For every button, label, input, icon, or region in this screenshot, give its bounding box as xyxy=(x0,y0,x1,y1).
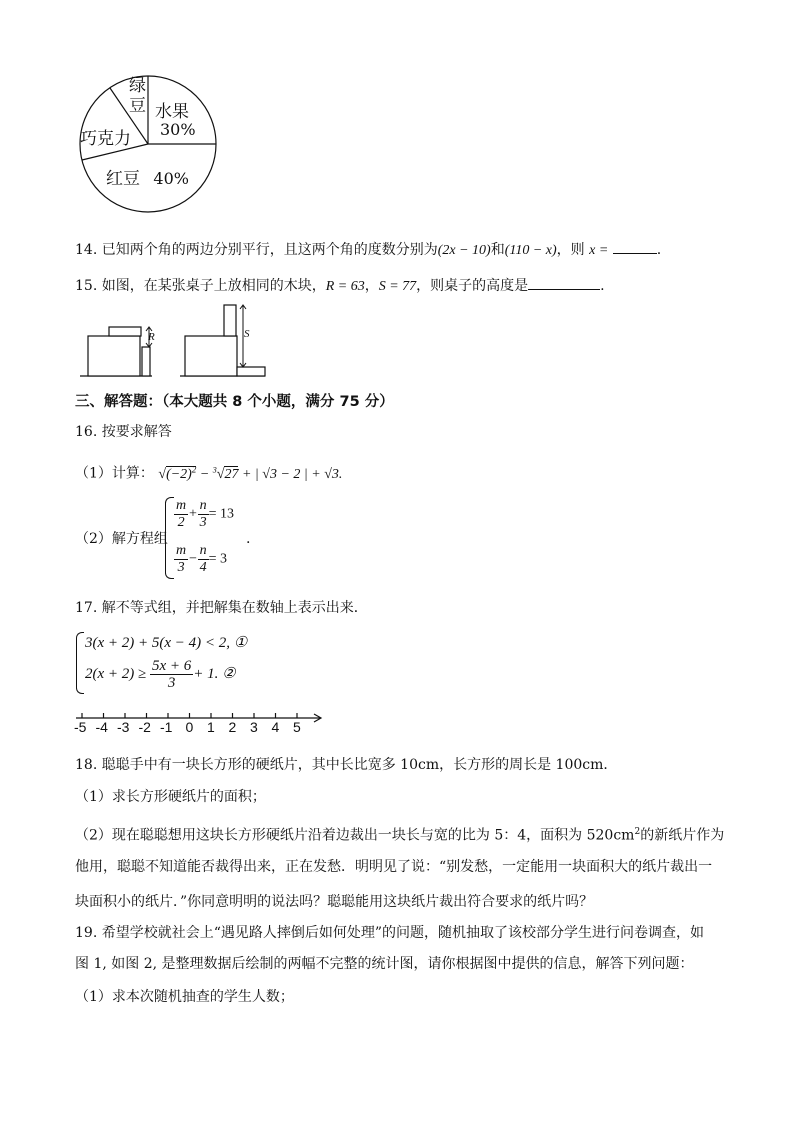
q17-ineq2-rhs: + 1. ② xyxy=(193,665,236,682)
q17-ineq2-lhs: 2(x + 2) ≥ xyxy=(85,665,147,682)
number-line-tick-label: 2 xyxy=(228,719,237,735)
q14-answer-blank[interactable] xyxy=(613,239,657,254)
q16-eq2-num2: n xyxy=(199,543,207,558)
q16-eq2 xyxy=(174,543,227,576)
q16-sqrt-inner: (−2) xyxy=(166,466,192,482)
number-line-tick-label: 0 xyxy=(185,719,194,735)
q17-ineq2-den: 3 xyxy=(167,675,176,691)
q16-eq2-op: − xyxy=(188,551,198,567)
q17-ineq2-num: 5x + 6 xyxy=(152,658,192,674)
figure-label-r: R xyxy=(148,331,155,343)
q14-text-b: ，则 xyxy=(556,242,585,258)
q16-number: 16. xyxy=(75,424,98,440)
q17-system-brace xyxy=(76,632,84,694)
q16-eq2-den1: 3 xyxy=(177,560,185,575)
q18-p2-sup: 2 xyxy=(634,827,641,837)
number-line-tick-label: -5 xyxy=(74,719,87,735)
q16-eq1-den1: 2 xyxy=(177,515,185,530)
number-line-tick-label: -2 xyxy=(138,719,151,735)
right-table xyxy=(185,336,237,376)
number-line-tick-label: -1 xyxy=(160,719,173,735)
q16-cuberoot-inner: 27 xyxy=(224,466,239,482)
q15-r-eq: R = 63 xyxy=(325,279,365,294)
pie-label-lvdou-bottom: 豆 xyxy=(129,96,146,116)
pie-label-qiaokeli: 巧克力 xyxy=(80,129,131,149)
q14-expr2: (110 − x) xyxy=(504,243,557,258)
q15-text-a: 如图，在某张桌子上放相同的木块， xyxy=(101,278,326,294)
q16-p2-end: . xyxy=(246,531,251,547)
section-3-title: 三、解答题：（本大题共 8 个小题，满分 75 分） xyxy=(75,394,394,410)
q16-eq1-op: + xyxy=(188,506,198,522)
number-line-tick-label: 3 xyxy=(250,719,258,735)
q16-sqrt-sup: 2 xyxy=(191,464,197,474)
q17-number: 17. xyxy=(75,600,98,616)
q14-var: x = xyxy=(589,243,609,258)
q14-end: . xyxy=(656,242,662,258)
q15-end: . xyxy=(600,278,605,294)
q19-number: 19. xyxy=(75,925,98,941)
q16-eq1-num1: m xyxy=(176,498,187,513)
q18-p2-line1-b: 的新纸片作为 xyxy=(640,827,725,844)
right-block-upright xyxy=(224,305,236,336)
number-line-labels xyxy=(74,719,326,739)
q16-eq1-num2: n xyxy=(199,498,207,513)
pie-label-shuiguo: 水果 xyxy=(155,102,189,122)
q19-part1: （1）求本次随机抽查的学生人数； xyxy=(75,989,294,1005)
q16-eq2-num1: m xyxy=(176,543,187,558)
q14-number: 14. xyxy=(75,242,98,258)
number-line-tick-label: 4 xyxy=(271,719,280,735)
q16-p1-expr: $√(-2)^2 - ^3√27$ + | √3 − 2 | + √3. xyxy=(158,464,343,482)
q16-system-brace xyxy=(165,497,174,579)
q19-line1: 希望学校就社会上“遇见路人摔倒后如何处理”的问题，随机抽取了该校部分学生进行问卷调查，如 xyxy=(101,925,705,941)
pie-label-hongdou xyxy=(106,164,189,189)
q15-answer-blank[interactable] xyxy=(528,275,600,290)
left-block-top xyxy=(109,327,141,336)
pie-label-lvdou-top: 绿 xyxy=(129,76,146,96)
left-block-side xyxy=(142,347,150,376)
q16-p1-rest: + | √3 − 2 | + √3 xyxy=(238,466,339,482)
q14-expr1: (2x − 10) xyxy=(437,243,491,258)
q16-eq1-rhs: = 13 xyxy=(208,506,234,522)
q14-and: 和 xyxy=(490,242,505,258)
right-block-bottom xyxy=(237,367,265,376)
q16-p1-end: . xyxy=(338,466,343,482)
q15-s-eq: S = 77 xyxy=(378,279,417,294)
question-15 xyxy=(75,275,605,296)
q15-number: 15. xyxy=(75,278,98,294)
number-line-tick-label: -3 xyxy=(117,719,130,735)
question-17 xyxy=(75,599,368,617)
q16-eq1 xyxy=(174,498,234,531)
q18-part2-line3: 块面积小的纸片．”你同意明明的说法吗？聪聪能用这块纸片裁出符合要求的纸片吗？ xyxy=(75,894,594,910)
question-14 xyxy=(75,239,661,260)
q18-text: 聪聪手中有一块长方形的硬纸片，其中长比宽多 10cm，长方形的周长是 100cm． xyxy=(101,757,618,773)
pie-label-lvdou xyxy=(129,76,146,116)
q16-sqrt-sign: √ xyxy=(158,466,167,482)
pie-percent-hongdou: 40% xyxy=(153,169,189,188)
left-table xyxy=(88,336,140,376)
q16-title: 按要求解答 xyxy=(101,424,172,440)
q16-part1 xyxy=(75,460,342,484)
q15-text-b: ，则桌子的高度是 xyxy=(416,278,529,294)
q16-eq1-den2: 3 xyxy=(199,515,207,530)
q15-sep: ， xyxy=(364,278,379,294)
figure-label-s: S xyxy=(244,328,250,340)
q16-part2-label: （2）解方程组 xyxy=(75,531,168,547)
table-block-figure xyxy=(80,303,270,379)
q18-p2-line1-a: （2）现在聪聪想用这块长方形硬纸片沿着边裁出一块长与宽的比为 5：4，面积为 520cm xyxy=(75,827,635,844)
number-line-tick-label: -4 xyxy=(95,719,108,735)
q16-eq2-den2: 4 xyxy=(199,560,207,575)
q17-ineq2 xyxy=(85,658,236,691)
q16-minus: − xyxy=(196,466,213,482)
number-line-tick-label: 1 xyxy=(207,719,215,735)
question-19-line2: 图 1, 如图 2, 是整理数据后绘制的两幅不完整的统计图，请你根据图中提供的信息，解答下列问题： xyxy=(75,956,694,972)
q18-part2-line2: 他用，聪聪不知道能否裁得出来，正在发愁．明明见了说：“别发愁，一定能用一块面积大的纸片裁出一 xyxy=(75,859,713,875)
q17-title: 解不等式组，并把解集在数轴上表示出来． xyxy=(101,600,368,616)
q17-ineq1: 3(x + 2) + 5(x − 4) < 2, ① xyxy=(85,635,248,651)
question-18 xyxy=(75,756,617,774)
q14-text-a: 已知两个角的两边分别平行，且这两个角的度数分别为 xyxy=(101,242,438,258)
pie-percent-shuiguo: 30% xyxy=(160,120,196,139)
q18-part2-line1 xyxy=(75,823,724,845)
question-19-line1 xyxy=(75,924,704,942)
pie-label-hongdou-text: 红豆 xyxy=(106,169,140,189)
question-16 xyxy=(75,423,172,441)
q16-eq2-rhs: = 3 xyxy=(208,551,227,567)
q18-part1: （1）求长方形硬纸片的面积； xyxy=(75,789,266,805)
q18-number: 18. xyxy=(75,757,98,773)
number-line-tick-label: 5 xyxy=(293,719,301,735)
q16-p1-label: （1）计算： xyxy=(75,465,154,482)
q16-cuberoot-index: 3 xyxy=(212,465,217,474)
